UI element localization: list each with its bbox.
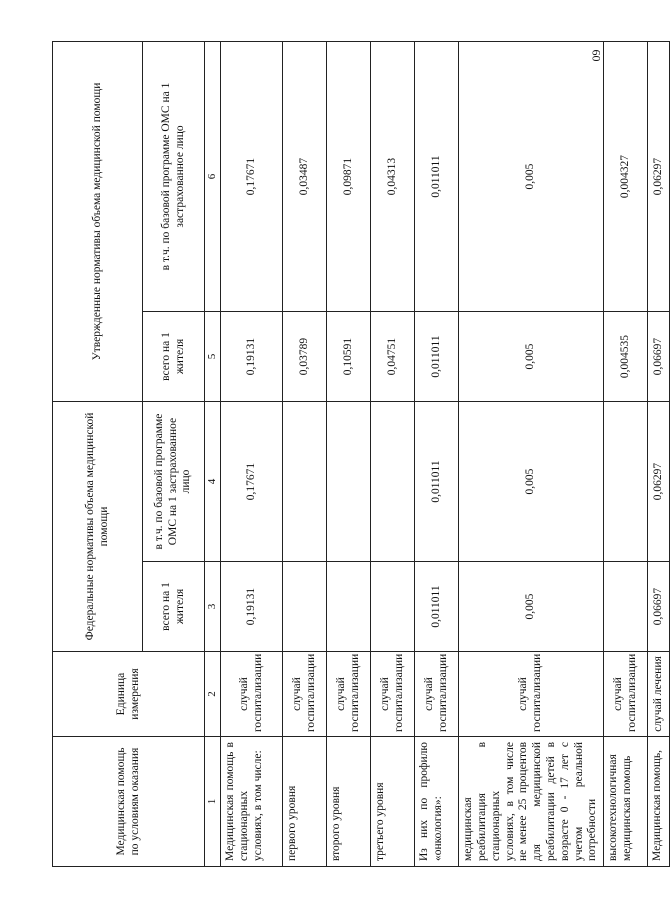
row-approved-oms: 0,06297 xyxy=(648,41,670,311)
row-federal-oms xyxy=(327,402,371,562)
row-federal-total xyxy=(283,562,327,652)
row-approved-total: 0,04751 xyxy=(371,312,415,402)
header-approved-per-insured: в т.ч. по базовой программе ОМС на 1 застрахованное лицо xyxy=(143,41,205,311)
row-approved-oms: 0,03487 xyxy=(283,41,327,311)
row-approved-total: 0,011011 xyxy=(415,312,459,402)
row-approved-oms: 0,17671 xyxy=(221,41,283,311)
col-number: 3 xyxy=(205,562,221,652)
row-approved-total: 0,10591 xyxy=(327,312,371,402)
row-unit: случай госпитализации xyxy=(283,652,327,737)
row-federal-oms: 0,06297 xyxy=(648,402,670,562)
table-row xyxy=(648,41,670,866)
row-federal-total: 0,06697 xyxy=(648,562,670,652)
header-care-type: Медицинская помощь по условиям оказания xyxy=(53,737,205,867)
col-number: 4 xyxy=(205,402,221,562)
page-number: 60 xyxy=(589,49,604,62)
table-row xyxy=(415,41,459,866)
table-row xyxy=(459,41,604,866)
table-row xyxy=(221,41,283,866)
row-unit: случай госпитализации xyxy=(459,652,604,737)
row-label: третьего уровня xyxy=(371,737,415,867)
table-row xyxy=(283,41,327,866)
col-number: 6 xyxy=(205,41,221,311)
row-federal-oms: 0,011011 xyxy=(415,402,459,562)
header-federal-per-resident: всего на 1 жителя xyxy=(143,562,205,652)
row-federal-oms: 0,005 xyxy=(459,402,604,562)
table-row xyxy=(371,41,415,866)
header-federal-per-insured: в т.ч. по базовой программе ОМС на 1 застрахованное лицо xyxy=(143,402,205,562)
header-approved-norms: Утвержденные нормативы объема медицинской помощи xyxy=(53,41,143,401)
row-label: Медицинская помощь в стационарных условиях, в том числе: xyxy=(221,737,283,867)
table-row xyxy=(327,41,371,866)
row-approved-total: 0,005 xyxy=(459,312,604,402)
row-federal-total: 0,011011 xyxy=(415,562,459,652)
row-federal-total: 0,005 xyxy=(459,562,604,652)
header-unit: Единица измерения xyxy=(53,652,205,737)
col-number: 2 xyxy=(205,652,221,737)
rotated-table-container xyxy=(52,42,664,867)
column-number-row xyxy=(205,41,221,866)
header-approved-per-resident: всего на 1 жителя xyxy=(143,312,205,402)
row-federal-total xyxy=(371,562,415,652)
row-federal-total xyxy=(327,562,371,652)
row-unit: случай госпитализации xyxy=(604,652,648,737)
row-label: Медицинская помощь, xyxy=(648,737,670,867)
row-federal-oms xyxy=(371,402,415,562)
row-federal-total: 0,19131 xyxy=(221,562,283,652)
row-label: первого уровня xyxy=(283,737,327,867)
row-label: высокотехнологичная медицинская помощь xyxy=(604,737,648,867)
row-label: медицинская реабилитация в стационарных условиях, в том числе не менее 25 процентов для медицинской реабилитации детей в возрасте 0 - 17 лет с учетом реальной потребности xyxy=(459,737,604,867)
row-federal-oms xyxy=(604,402,648,562)
row-unit: случай госпитализации xyxy=(415,652,459,737)
header-federal-norms: Федеральные нормативы объема медицинской помощи xyxy=(53,402,143,652)
row-label: второго уровня xyxy=(327,737,371,867)
row-unit: случай госпитализации xyxy=(221,652,283,737)
row-approved-oms: 0,011011 xyxy=(415,41,459,311)
table-row xyxy=(604,41,648,866)
row-unit: случай госпитализации xyxy=(371,652,415,737)
row-unit: случай госпитализации xyxy=(327,652,371,737)
row-approved-total: 0,004535 xyxy=(604,312,648,402)
row-federal-oms xyxy=(283,402,327,562)
row-federal-oms: 0,17671 xyxy=(221,402,283,562)
norms-table xyxy=(52,41,670,867)
row-approved-total: 0,06697 xyxy=(648,312,670,402)
row-approved-oms: 0,04313 xyxy=(371,41,415,311)
row-approved-total: 0,03789 xyxy=(283,312,327,402)
row-approved-oms: 0,004327 xyxy=(604,41,648,311)
col-number: 1 xyxy=(205,737,221,867)
row-approved-total: 0,19131 xyxy=(221,312,283,402)
row-label: Из них по профилю «онкология»: xyxy=(415,737,459,867)
row-approved-oms: 0,005 xyxy=(459,41,604,311)
row-federal-total xyxy=(604,562,648,652)
row-unit: случай лечения xyxy=(648,652,670,737)
row-approved-oms: 0,09871 xyxy=(327,41,371,311)
col-number: 5 xyxy=(205,312,221,402)
